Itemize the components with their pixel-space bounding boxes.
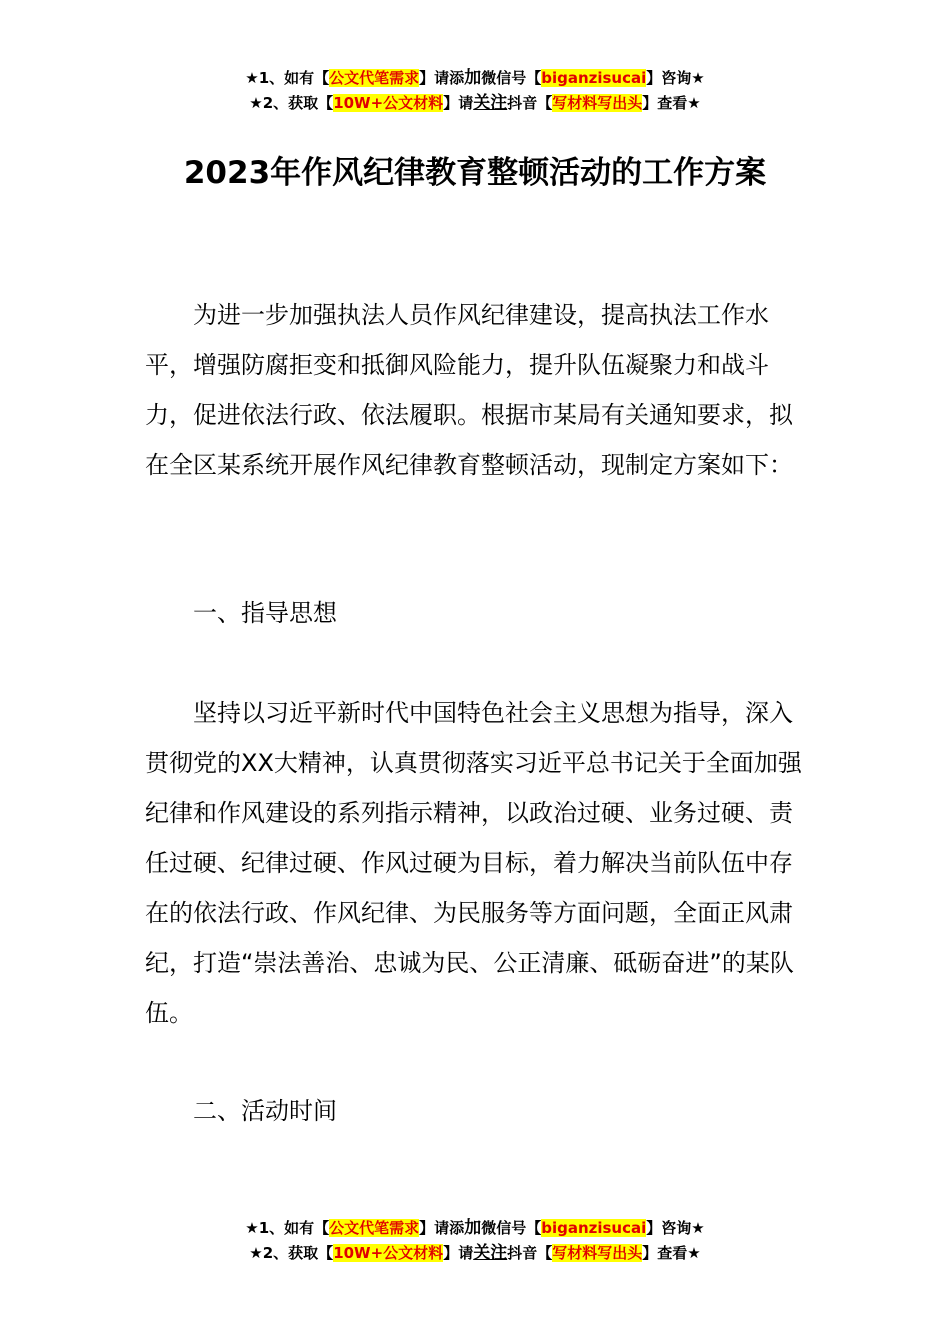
footer-promo-banner — [0, 1216, 950, 1266]
section-heading-activity-time — [145, 1086, 810, 1136]
promo-text: ★2、获取【 — [249, 94, 334, 112]
header-promo-banner — [0, 66, 950, 116]
promo-emphasis: 加 — [464, 68, 482, 88]
promo-highlight: 10W+公文材料 — [333, 94, 444, 112]
section-heading-text: 一、指导思想 — [193, 599, 337, 627]
promo-text: 】请 — [443, 94, 474, 112]
promo-text: ★1、如有【 — [245, 1219, 330, 1237]
promo-line-2 — [0, 1241, 950, 1266]
promo-emphasis: 关注 — [473, 93, 508, 113]
body-paragraph-guiding-ideology — [145, 688, 810, 1038]
promo-text: 抖音【 — [507, 94, 553, 112]
promo-douyin-id: 写材料写出头 — [552, 1244, 643, 1262]
section-heading-text: 二、活动时间 — [193, 1097, 337, 1125]
section-heading-guiding-ideology — [145, 588, 810, 638]
document-title: 2023年作风纪律教育整顿活动的工作方案 — [183, 155, 767, 191]
promo-text: 】请 — [443, 1244, 474, 1262]
promo-highlight: 公文代笔需求 — [329, 69, 420, 87]
paragraph-text: 坚持以习近平新时代中国特色社会主义思想为指导，深入贯彻党的XX大精神，认真贯彻落实习近平总书记关于全面加强纪律和作风建设的系列指示精神，以政治过硬、业务过硬、责任过硬、纪律过硬、作风过硬为目标，着力解决当前队伍中存在的依法行政、作风纪律、为民服务等方面问题，全面正风肃纪，打造“崇法善治、忠诚为民、公正清廉、砥砺奋进”的某队伍。 — [145, 699, 802, 1027]
promo-line-1 — [0, 1216, 950, 1241]
promo-douyin-id: 写材料写出头 — [552, 94, 643, 112]
body-paragraph-intro — [145, 290, 810, 490]
promo-highlight: 公文代笔需求 — [329, 1219, 420, 1237]
promo-text: ★2、获取【 — [249, 1244, 334, 1262]
promo-emphasis: 关注 — [473, 1243, 508, 1263]
promo-text: 微信号【 — [481, 1219, 542, 1237]
promo-wechat-id: biganzisucai — [541, 69, 647, 87]
promo-line-1 — [0, 66, 950, 91]
promo-wechat-id: biganzisucai — [541, 1219, 647, 1237]
promo-text: 抖音【 — [507, 1244, 553, 1262]
promo-text: 】咨询★ — [646, 1219, 705, 1237]
promo-emphasis: 加 — [464, 1218, 482, 1238]
promo-highlight: 10W+公文材料 — [333, 1244, 444, 1262]
promo-text: 】咨询★ — [646, 69, 705, 87]
promo-text: 】查看★ — [642, 94, 701, 112]
promo-text: 】请添 — [419, 69, 465, 87]
promo-text: 】请添 — [419, 1219, 465, 1237]
promo-text: ★1、如有【 — [245, 69, 330, 87]
promo-line-2 — [0, 91, 950, 116]
paragraph-text: 为进一步加强执法人员作风纪律建设，提高执法工作水平，增强防腐拒变和抵御风险能力，提升队伍凝聚力和战斗力，促进依法行政、依法履职。根据市某局有关通知要求，拟在全区某系统开展作风纪律教育整顿活动，现制定方案如下： — [145, 301, 793, 479]
promo-text: 】查看★ — [642, 1244, 701, 1262]
promo-text: 微信号【 — [481, 69, 542, 87]
